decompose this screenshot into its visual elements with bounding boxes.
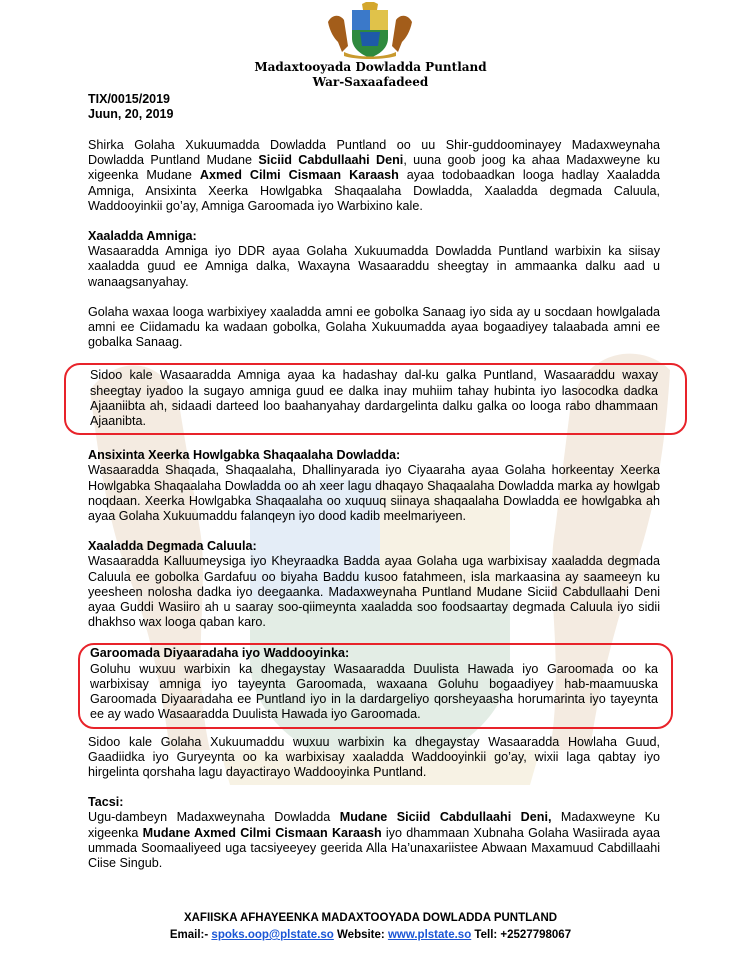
highlight-box-immigration	[64, 363, 687, 435]
condolence-paragraph	[88, 810, 660, 871]
highlight-box-airports	[78, 643, 673, 728]
airports-heading: Garoomada Diyaaradaha iyo Waddooyinka:	[90, 646, 350, 661]
intro-text-3: ayaa todobaadkan looga hadlay Xaaladda Amniga, Ansixinta Xeerka Howlgabka Shaqaalaha Dowladda, Xaaladda degmada Caluula, Waddooyinkii go’ay, Amniga Garoomada iyo Warbixino kale.	[88, 168, 660, 213]
website-label: Website:	[333, 929, 388, 941]
tel-label: Tell:	[471, 929, 501, 941]
intro-paragraph	[88, 138, 660, 214]
puntland-coat-of-arms-icon	[322, 2, 418, 60]
pension-heading: Ansixinta Xeerka Howlgabka Shaqaalaha Dowladda:	[88, 448, 401, 463]
condolence-text-2: Madaxweyne Ku xigeenka	[88, 810, 660, 840]
intro-text-1: Shirka Golaha Xukuumadda Dowladda Puntland oo uu Shir-guddoominayey Madaxweynaha Dowladda Puntland Mudane	[88, 138, 660, 168]
condolence-text-3: iyo dhammaan Xubnaha Golaha Wasiirada ayaa ummada Soomaaliyeed uga tacsiyeeyey geerida Alla Ha’unaxariistee Abwaan Maxamuud Cabdillaahi Ciise Singub.	[88, 825, 660, 870]
press-release-body	[88, 138, 660, 871]
reference-date: Juun, 20, 2019	[88, 107, 174, 121]
security-paragraph-3: Sidoo kale Wasaaradda Amniga ayaa ka hadashay dal-ku galka Puntland, Wasaaraddu waxay sheegtay iyadoo la sugayo amniga guud ee dalka inay muhiim tahay hubinta iyo lasocodka dadka Ajaaniibta ah, sidaadi darteed loo baahanyahay dardargelinta dalku galka oo looga rabo dhammaan Ajaanibta.	[90, 368, 658, 429]
footer-office: XAFIISKA AFHAYEENKA MADAXTOOYADA DOWLADDA PUNTLAND	[183, 912, 558, 924]
intro-president-name: Siciid Cabdullaahi Deni	[258, 153, 404, 168]
document-header-subtitle: War-Saxaafadeed	[312, 75, 429, 89]
tel-number: +2527798067	[500, 929, 572, 941]
reference-number: TIX/0015/2019	[88, 92, 171, 106]
website-link[interactable]: www.plstate.so	[387, 929, 472, 941]
condolence-vice-president-name: Mudane Axmed Cilmi Cismaan Karaash	[142, 825, 382, 840]
security-paragraph-2: Golaha waxaa looga warbixiyey xaaladda amni ee gobolka Sanaag iyo sida ay u socdaan howlgalada amni ee Ciidamadu ka wadaan gobolka, Golaha Xukuumadda ayaa bogaadiyey talaabada amni ee gobalka Sanaag.	[88, 304, 660, 350]
email-link[interactable]: spoks.oop@plstate.so	[211, 929, 334, 941]
airports-paragraph-2: Sidoo kale Golaha Xukuumaddu wuxuu warbixin ka dhegaystay Wasaaradda Howlaha Guud, Gaadiidka iyo Guryeynta oo ka warbixisay xaaladda Waddooyinkii go’ay, wixii laga qabtay iyo hirgelinta qorshaha lagu dayactirayo Waddooyinka Puntland.	[88, 734, 660, 779]
security-paragraph-1: Wasaaradda Amniga iyo DDR ayaa Golaha Xukuumadda Dowladda Puntland warbixin ka siisay xaaladda guud ee Amniga dalka, Waxayna Wasaaraddu sheegtay in ammaanka dalku aad u wanaagsanyahay.	[88, 244, 660, 289]
footer-contact	[0, 929, 741, 941]
airports-paragraph-1: Goluhu wuxuu warbixin ka dhegaystay Wasaaradda Duulista Hawada iyo Garoomada oo ka warbixisay amniga iyo tayeynta Garoomada, waxaana Goluhu bogaadiyey hab-maamuuska Garoomada Diyaaradaha ee Puntland iyo in la dardargeliyo qorsheyaasha horumarinta iyo tayeynta ee ay wado Wasaaradda Duulista Hawada iyo Garoomada.	[90, 661, 658, 722]
condolence-heading: Tacsi:	[88, 795, 124, 810]
condolence-text-1: Ugu-dambeyn Madaxweynaha Dowladda	[88, 810, 340, 825]
caluula-paragraph: Wasaaradda Kalluumeysiga iyo Kheyraadka Badda ayaa Golaha uga warbixisay xaaladda degmada Caluula ee gobolka Gardafuu oo biyaha Baddu kusoo fatahmeen, isla markaasina ay saameeyn ku yeesheen nolosha dadka iyo deegaanka. Madaxweynaha Puntland Mudane Siciid Cabdullaahi Deni ayaa Guddi Wasiiro ah u saaray soo-qiimeynta xaaladda soo foodsaartay degmada Caluula iyo sidii dhakhso wax looga qaban karo.	[88, 554, 660, 630]
email-label: Email:-	[169, 929, 212, 941]
intro-text-2: , uuna goob joog ka ahaa Madaxweyne ku xigeenka Mudane	[88, 153, 661, 183]
caluula-heading: Xaaladda Degmada Caluula:	[88, 539, 257, 554]
intro-vice-president-name: Axmed Cilmi Cismaan Karaash	[199, 168, 399, 183]
document-header-title: Madaxtooyada Dowladda Puntland	[254, 60, 487, 74]
pension-paragraph: Wasaaradda Shaqada, Shaqaalaha, Dhallinyarada iyo Ciyaaraha ayaa Golaha horkeentay Xeerka Howlgabka Shaqaalaha Dowladda oo ah xeer lagu dhaqayo Shaqaalaha Dowladda marka ay howlgab noqdaan. Xeerka Howlgabka Shaqaalaha oo xuquuq siinaya shaqaalaha Dowladda ee howlgabka ah ayaa Golaha Xukuumaddu falanqeyn iyo dood kadib meelmariyeen.	[88, 463, 660, 524]
condolence-president-name: Mudane Siciid Cabdullaahi Deni,	[339, 810, 552, 825]
security-heading: Xaaladda Amniga:	[88, 229, 197, 244]
